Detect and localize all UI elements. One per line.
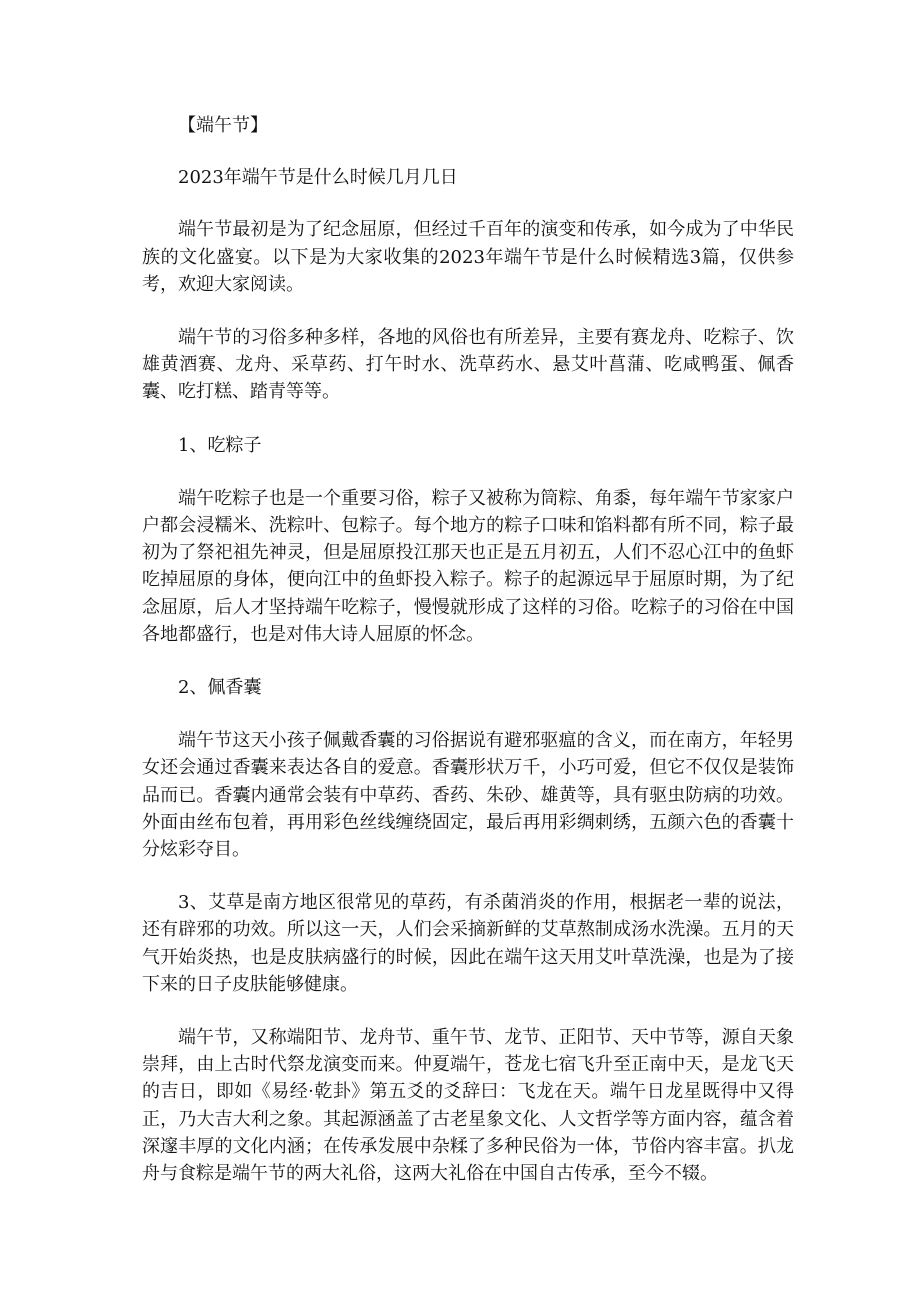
- zongzi-paragraph: 端午吃粽子也是一个重要习俗，粽子又被称为筒粽、角黍，每年端午节家家户户都会浸糯米、洗粽叶、包粽子。每个地方的粽子口味和馅料都有所不同，粽子最初为了祭祀祖先神灵，但是屈原投江那天也正是五月初五，人们不忍心江中的鱼虾吃掉屈原的身体，便向江中的鱼虾投入粽子。粽子的起源远早于屈原时期，为了纪念屈原，后人才坚持端午吃粽子，慢慢就形成了这样的习俗。吃粽子的习俗在中国各地都盛行，也是对伟大诗人屈原的怀念。: [142, 487, 794, 645]
- section-heading-zongzi: 1、吃粽子: [178, 434, 262, 456]
- sachet-paragraph: 端午节这天小孩子佩戴香囊的习俗据说有避邪驱瘟的含义，而在南方，年轻男女还会通过香囊来表达各自的爱意。香囊形状万千，小巧可爱，但它不仅仅是装饰品而已。香囊内通常会装有中草药、香药、朱砂、雄黄等，具有驱虫防病的功效。外面由丝布包着，再用彩色丝线缠绕固定，最后再用彩绸刺绣，五颜六色的香囊十分炫彩夺目。: [142, 730, 794, 861]
- document-tag: 【端午节】: [178, 115, 268, 136]
- intro-paragraph: 端午节最初是为了纪念屈原，但经过千百年的演变和传承，如今成为了中华民族的文化盛宴。以下是为大家收集的2023年端午节是什么时候精选3篇，仅供参考，欢迎大家阅读。: [142, 219, 794, 295]
- document-body: [142, 112, 794, 1213]
- origin-paragraph: 端午节，又称端阳节、龙舟节、重午节、龙节、正阳节、天中节等，源自天象崇拜，由上古时代祭龙演变而来。仲夏端午，苍龙七宿飞升至正南中天，是龙飞天的吉日，即如《易经·乾卦》第五爻的爻辞曰：飞龙在天。端午日龙星既得中又得正，乃大吉大利之象。其起源涵盖了古老星象文化、人文哲学等方面内容，蕴含着深邃丰厚的文化内涵；在传承发展中杂糅了多种民俗为一体，节俗内容丰富。扒龙舟与食粽是端午节的两大礼俗，这两大礼俗在中国自古传承，至今不辍。: [142, 1027, 794, 1185]
- customs-paragraph: 端午节的习俗多种多样，各地的风俗也有所差异，主要有赛龙舟、吃粽子、饮雄黄酒赛、龙舟、采草药、打午时水、洗草药水、悬艾叶菖蒲、吃咸鸭蛋、佩香囊、吃打糕、踏青等等。: [142, 327, 794, 403]
- section-heading-sachet: 2、佩香囊: [178, 677, 262, 699]
- document-title: 2023年端午节是什么时候几月几日: [178, 167, 458, 189]
- mugwort-paragraph: 3、艾草是南方地区很常见的草药，有杀菌消炎的作用，根据老一辈的说法，还有辟邪的功效。所以这一天，人们会采摘新鲜的艾草熬制成汤水洗澡。五月的天气开始炎热，也是皮肤病盛行的时候，因此在端午这天用艾叶草洗澡，也是为了接下来的日子皮肤能够健康。: [142, 892, 794, 995]
